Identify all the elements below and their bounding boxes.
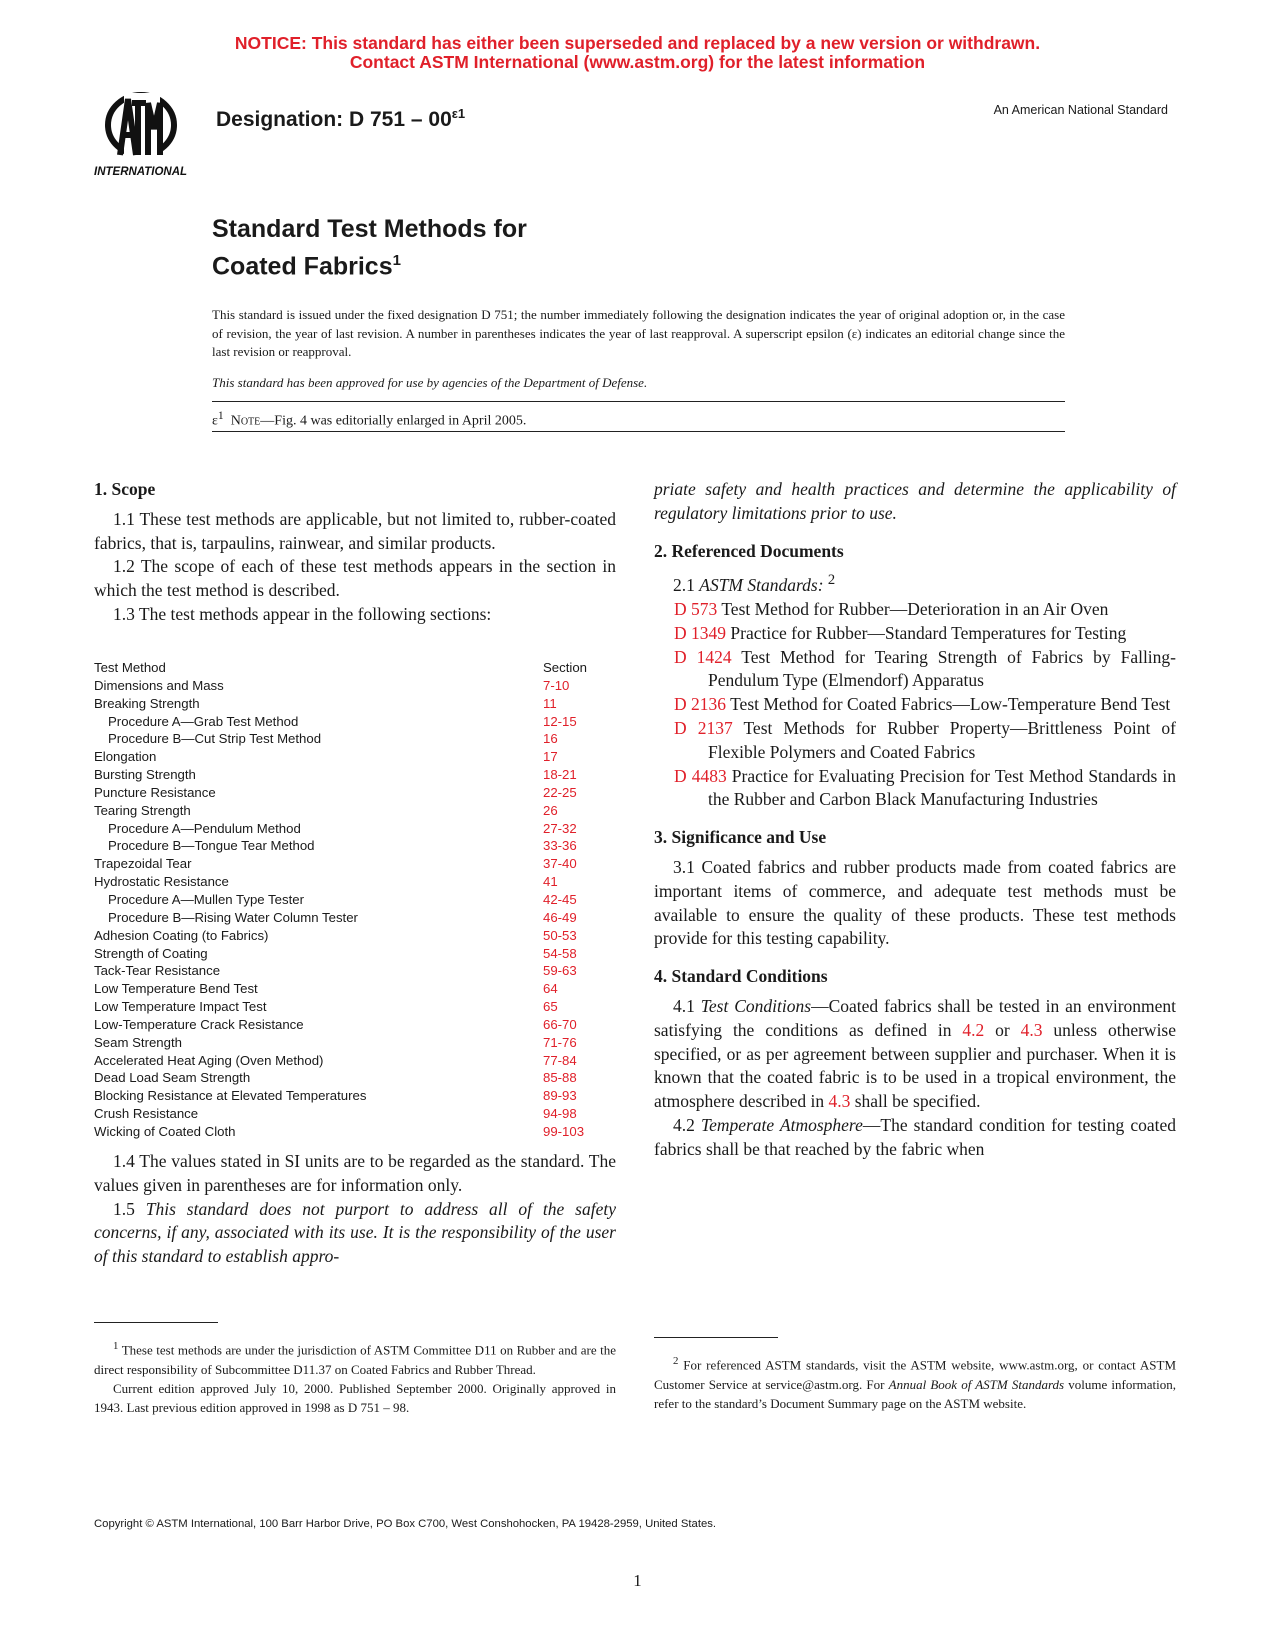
section-link[interactable]: 27-32 xyxy=(543,820,577,836)
referenced-document-item xyxy=(674,765,1176,813)
footnote-divider xyxy=(654,1337,778,1338)
title-footnote-marker: 1 xyxy=(392,252,401,269)
standard-title: Practice for Evaluating Precision for Test Method Standards in the Rubber and Carbon Black Manufacturing Industries xyxy=(708,765,1177,810)
section-link[interactable]: 89-93 xyxy=(543,1088,577,1104)
table-row xyxy=(94,873,599,891)
test-method-name: Low Temperature Bend Test xyxy=(94,981,258,997)
divider xyxy=(212,431,1065,432)
standard-code-link[interactable]: D 1424 xyxy=(674,646,732,667)
section-link[interactable]: 33-36 xyxy=(543,838,577,854)
table-row xyxy=(94,784,599,802)
referenced-document-item xyxy=(674,693,1176,717)
table-row xyxy=(94,713,599,731)
section-link[interactable]: 11 xyxy=(543,695,557,711)
table-row xyxy=(94,820,599,838)
section-link[interactable]: 65 xyxy=(543,999,558,1015)
test-method-name: Tack-Tear Resistance xyxy=(94,963,221,979)
section-link[interactable]: 12-15 xyxy=(543,713,577,729)
paragraph-4-1: 4.1 Test Conditions—Coated fabrics shall be tested in an environment satisfying the conditions as defined in 4.2 or 4.3 unless otherwise specified, or as per agreement between supplier and purchaser. When it is known that the coated fabric is to be used in a tropical environment, the atmosphere described in 4.3 shall be specified. xyxy=(654,995,1177,1112)
section-link[interactable]: 50-53 xyxy=(543,927,577,943)
test-method-name: Trapezoidal Tear xyxy=(94,856,192,872)
referenced-document-item xyxy=(674,598,1176,622)
section-heading-significance: 3. Significance and Use xyxy=(654,827,827,848)
table-row xyxy=(94,837,599,855)
notice-banner xyxy=(0,34,1275,72)
test-method-name: Low Temperature Impact Test xyxy=(94,999,267,1015)
section-link[interactable]: 59-63 xyxy=(543,963,577,979)
paragraph-1-5: 1.5 This standard does not purport to address all of the safety concerns, if any, associated with its use. It is the responsibility of the user of this standard to establish appro- xyxy=(94,1198,616,1267)
referenced-document-item xyxy=(674,646,1176,694)
section-link[interactable]: 85-88 xyxy=(543,1070,577,1086)
test-method-name: Accelerated Heat Aging (Oven Method) xyxy=(94,1052,324,1068)
table-row xyxy=(94,748,599,766)
paragraph-1-3: 1.3 The test methods appear in the following sections: xyxy=(113,603,492,624)
test-method-name: Crush Resistance xyxy=(94,1106,199,1122)
test-method-name: Dead Load Seam Strength xyxy=(94,1070,251,1086)
section-heading-conditions: 4. Standard Conditions xyxy=(654,966,828,987)
section-link[interactable]: 37-40 xyxy=(543,856,577,872)
notice-line-1: NOTICE: This standard has either been superseded and replaced by a new version or withdrawn. xyxy=(234,33,1041,53)
dod-approval: This standard has been approved for use by agencies of the Department of Defense. xyxy=(212,375,648,390)
test-method-name: Procedure B—Cut Strip Test Method xyxy=(108,731,322,747)
notice-line-2: Contact ASTM International (www.astm.org) for the latest information xyxy=(349,52,926,72)
standard-title: Practice for Rubber—Standard Temperatures for Testing xyxy=(730,622,1127,643)
table-row xyxy=(94,677,599,695)
test-method-name: Procedure A—Mullen Type Tester xyxy=(108,891,304,907)
link-4-2[interactable]: 4.2 xyxy=(962,1019,985,1040)
referenced-document-item xyxy=(674,717,1176,765)
section-link[interactable]: 42-45 xyxy=(543,891,577,907)
referenced-documents-list xyxy=(654,598,1176,812)
test-method-name: Bursting Strength xyxy=(94,767,196,783)
standard-code-link[interactable]: D 2137 xyxy=(674,718,733,738)
table-row xyxy=(94,1123,599,1141)
test-method-name: Hydrostatic Resistance xyxy=(94,874,229,890)
paragraph-1-2: 1.2 The scope of each of these test methods appears in the section in which the test method is described. xyxy=(94,556,616,601)
table-row xyxy=(94,1087,599,1105)
section-heading-scope: 1. Scope xyxy=(94,479,156,499)
left-column-continued xyxy=(94,1150,616,1269)
standard-code-link[interactable]: D 1349 xyxy=(674,622,727,643)
title-line-2: Coated Fabrics$^1$ xyxy=(212,252,401,281)
section-heading-referenced: 2. Referenced Documents xyxy=(654,540,844,561)
section-link[interactable]: 7-10 xyxy=(543,677,570,693)
test-method-name: Puncture Resistance xyxy=(94,784,216,800)
test-method-name: Blocking Resistance at Elevated Temperatures xyxy=(94,1088,367,1104)
standard-title: Test Methods for Rubber Property—Brittleness Point of Flexible Polymers and Coated Fabrics xyxy=(708,718,1177,762)
table-row xyxy=(94,962,599,980)
section-link[interactable]: 94-98 xyxy=(543,1106,577,1122)
link-4-3[interactable]: 4.3 xyxy=(1020,1019,1043,1040)
footnote-1: $^1$ These test methods are under the jurisdiction of ASTM Committee D11 on Rubber and are the direct responsibility of Subcommittee D11.37 on Coated Fabrics and Rubber Thread. Current edition approved July 10, 2000. Published September 2000. Originally approved in 1943. Last previous edition approved in 1998 as D 751 – 98. xyxy=(94,1340,616,1415)
section-link[interactable]: 41 xyxy=(543,874,558,890)
section-link[interactable]: 17 xyxy=(543,749,558,765)
table-row xyxy=(94,909,599,927)
table-row xyxy=(94,1105,599,1123)
table-row xyxy=(94,802,599,820)
designation xyxy=(216,106,465,132)
section-link[interactable]: 18-21 xyxy=(543,767,577,783)
page-number: 1 xyxy=(633,1571,642,1590)
issuance-statement: This standard is issued under the fixed designation D 751; the number immediately following the designation indicates the year of original adoption or, in the case of revision, the year of last revision. A number in parentheses indicates the year of last reapproval. A superscript epsilon (ε) indicates an editorial change since the last revision or reapproval. xyxy=(212,307,1065,359)
test-method-name: Tearing Strength xyxy=(94,802,191,818)
section-link[interactable]: 54-58 xyxy=(543,945,577,961)
table-row xyxy=(94,1069,599,1087)
paragraph-1-1: 1.1 These test methods are applicable, but not limited to, rubber-coated fabrics, that is, tarpaulins, rainwear, and similar products. xyxy=(94,508,616,553)
table-row xyxy=(94,945,599,963)
test-method-name: Procedure B—Rising Water Column Tester xyxy=(108,909,358,925)
section-link[interactable]: 64 xyxy=(543,981,558,997)
test-method-name: Procedure A—Grab Test Method xyxy=(108,713,299,729)
test-method-name: Strength of Coating xyxy=(94,945,208,961)
section-link[interactable]: 71-76 xyxy=(543,1034,577,1050)
designation-text: Designation: D 751 – 00 xyxy=(216,108,452,131)
editorial-note: $\varepsilon^1$ Note—Fig. 4 was editorially enlarged in April 2005. xyxy=(212,409,527,429)
table-row xyxy=(94,730,599,748)
designation-superscript: ε1 xyxy=(451,106,466,121)
paragraph-1-4: 1.4 The values stated in SI units are to be regarded as the standard. The values given in parentheses are for information only. xyxy=(94,1151,616,1195)
table-row xyxy=(94,891,599,909)
test-method-name: Elongation xyxy=(94,749,157,765)
table-row xyxy=(94,1016,599,1034)
section-link[interactable]: 22-25 xyxy=(543,784,577,800)
paragraph-3-1: 3.1 Coated fabrics and rubber products made from coated fabrics are important items of commerce, and adequate test methods must be available to ensure the quality of these products. These test methods provide for this testing capability. xyxy=(654,856,1176,949)
table-row xyxy=(94,766,599,784)
referenced-document-item xyxy=(674,622,1176,646)
standard-code-link[interactable]: D 573 xyxy=(674,599,718,620)
section-link[interactable]: 26 xyxy=(543,802,558,818)
copyright: Copyright © ASTM International, 100 Barr Harbor Drive, PO Box C700, West Conshohocken, PA 19428-2959, United States. xyxy=(94,1518,717,1530)
test-method-name: Adhesion Coating (to Fabrics) xyxy=(94,927,269,943)
left-column xyxy=(94,478,616,627)
table-header xyxy=(94,659,599,677)
right-column xyxy=(654,478,1176,1162)
astm-logo xyxy=(94,85,194,180)
table-row xyxy=(94,998,599,1016)
national-standard-label: An American National Standard xyxy=(993,103,1168,117)
footnote-2: $^2$ For referenced ASTM standards, visit the ASTM website, www.astm.org, or contact ASTM Customer Service at service@astm.org. For Annual Book of ASTM Standards volume information, refer to the standard’s Document Summary page on the ASTM website. xyxy=(654,1355,1177,1411)
table-row xyxy=(94,695,599,713)
paragraph-1-5-continued: priate safety and health practices and determine the applicability of regulatory limitations prior to use. xyxy=(654,479,1176,523)
standard-title: Test Method for Coated Fabrics—Low-Temperature Bend Test xyxy=(730,694,1171,715)
table-row xyxy=(94,1034,599,1052)
test-method-name: Seam Strength xyxy=(94,1034,182,1050)
standard-title: Test Method for Rubber—Deterioration in an Air Oven xyxy=(721,599,1109,620)
section-link[interactable]: 66-70 xyxy=(543,1016,577,1032)
column-header-section: Section xyxy=(543,660,587,675)
standard-code-link[interactable]: D 4483 xyxy=(674,765,727,786)
test-method-name: Dimensions and Mass xyxy=(94,677,224,693)
section-link[interactable]: 16 xyxy=(543,731,558,747)
table-row xyxy=(94,980,599,998)
standard-title: Test Method for Tearing Strength of Fabrics by Falling-Pendulum Type (Elmendorf) Apparatus xyxy=(708,646,1176,691)
test-method-name: Procedure B—Tongue Tear Method xyxy=(108,838,315,854)
astm-standards-subheading: 2.1 ASTM Standards: $^2$ xyxy=(673,572,836,596)
table-row xyxy=(94,927,599,945)
title-line-1: Standard Test Methods for xyxy=(212,215,527,243)
table-row xyxy=(94,855,599,873)
link-4-3-second[interactable]: 4.3 xyxy=(828,1091,851,1112)
test-method-name: Low-Temperature Crack Resistance xyxy=(94,1016,304,1032)
test-method-name: Procedure A—Pendulum Method xyxy=(108,820,301,836)
table-row xyxy=(94,1052,599,1070)
test-method-name: Breaking Strength xyxy=(94,695,200,711)
section-link[interactable]: 77-84 xyxy=(543,1052,577,1068)
divider xyxy=(212,401,1065,402)
footnote-divider xyxy=(94,1322,218,1323)
standard-code-link[interactable]: D 2136 xyxy=(674,694,727,715)
paragraph-4-2: 4.2 Temperate Atmosphere—The standard condition for testing coated fabrics shall be that reached by the fabric when xyxy=(654,1114,1176,1159)
test-method-table xyxy=(94,659,599,1141)
section-link[interactable]: 99-103 xyxy=(543,1123,585,1139)
column-header-method: Test Method xyxy=(94,660,166,675)
section-link[interactable]: 46-49 xyxy=(543,909,577,925)
test-method-name: Wicking of Coated Cloth xyxy=(94,1123,236,1139)
logo-wordmark: INTERNATIONAL xyxy=(94,166,188,178)
table-body xyxy=(94,677,599,1141)
page-title xyxy=(212,214,527,282)
